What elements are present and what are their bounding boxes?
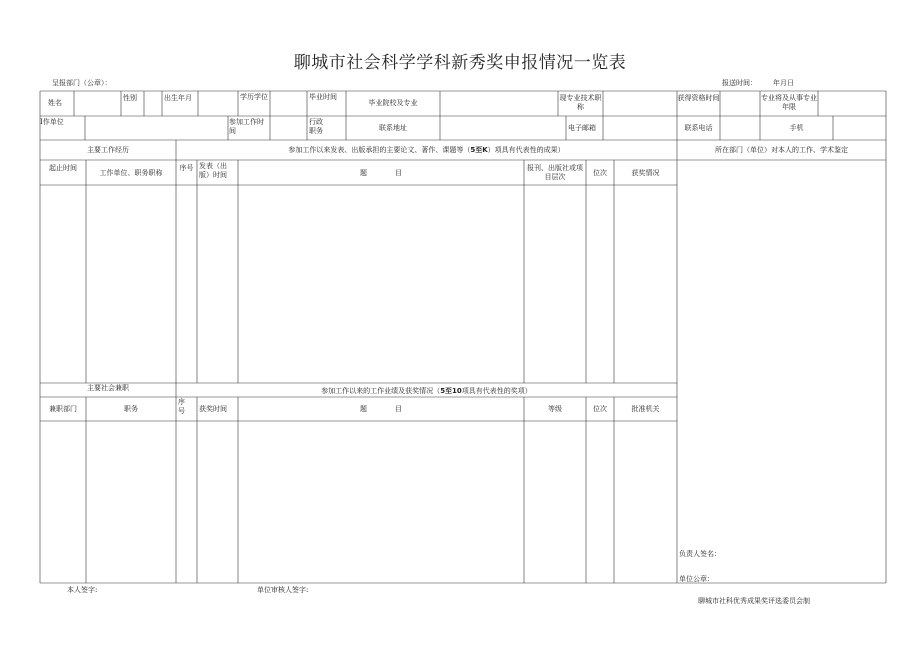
education-label: 学历学位 bbox=[240, 93, 268, 101]
awards-seq-header: 序号 bbox=[178, 398, 185, 415]
unit-post-header: 工作单位、职务职称 bbox=[99, 169, 163, 177]
submitting-unit-label: 呈报部门（公章）： bbox=[52, 79, 112, 87]
gender-label: 性别 bbox=[123, 94, 137, 102]
awards-header-pre: 参加工作以来的工作业绩及获奖情况（ bbox=[321, 387, 441, 395]
issuer-label: 聊城市社科优秀成果奖评选委员会制 bbox=[698, 597, 810, 605]
mobile-label: 手机 bbox=[789, 124, 804, 132]
name-label: 姓名 bbox=[48, 99, 62, 107]
dept-header: 兼职部门 bbox=[49, 405, 77, 413]
reviewer-sign-label: 单位审核人签字: bbox=[257, 586, 309, 594]
submit-date-value: 年月日 bbox=[773, 79, 794, 87]
birth-label: 出生年月 bbox=[164, 94, 192, 102]
award-time-header: 获奖时间 bbox=[199, 405, 227, 413]
papers-awards-header: 获奖情况 bbox=[631, 169, 660, 177]
level-header: 等级 bbox=[548, 405, 562, 413]
form-title: 聊城市社会科学学科新秀奖申报情况一览表 bbox=[293, 53, 627, 73]
unit-stamp-label: 单位公章： bbox=[679, 575, 714, 583]
awards-topic-header: 题 目 bbox=[360, 405, 402, 413]
awards-header-post: 项具有代表性的奖项） bbox=[461, 387, 532, 395]
social-header: 主要社会兼职 bbox=[87, 384, 129, 392]
papers-header bbox=[176, 146, 677, 155]
awards-section-header bbox=[176, 387, 677, 396]
papers-header-post: ）项具有代表性的成果） bbox=[487, 146, 565, 154]
self-sign-label: 本人签字: bbox=[67, 586, 98, 594]
email-label: 电子邮箱 bbox=[568, 124, 596, 132]
dept-eval-header: 所在部门（单位）对本人的工作、学术鉴定 bbox=[715, 146, 848, 154]
post-header: 职务 bbox=[124, 405, 138, 413]
approver-header: 批准机关 bbox=[631, 405, 660, 413]
grad-time-label: 毕业时间 bbox=[309, 93, 337, 101]
papers-seq-header: 序号 bbox=[179, 164, 194, 172]
phone-label: 联系电话 bbox=[684, 124, 713, 132]
publisher-header: 报刊、出版社或项目层次 bbox=[527, 164, 583, 181]
awards-rank-header: 位次 bbox=[593, 405, 607, 413]
start-time-header: 起止时间 bbox=[49, 164, 77, 172]
leader-sign-label: 负责人签名： bbox=[679, 550, 721, 558]
papers-header-pre: 参加工作以来发表、出版承担的主要论文、著作、课题等（ bbox=[288, 146, 471, 154]
grad-school-label: 毕业院校及专业 bbox=[368, 99, 418, 107]
tech-title-label: 现专业技术职称 bbox=[559, 94, 602, 111]
admin-post-label: 行政职务 bbox=[309, 118, 323, 135]
papers-rank-header: 位次 bbox=[593, 169, 607, 177]
papers-count: 5至K bbox=[470, 146, 488, 154]
papers-topic-header: 题 目 bbox=[360, 169, 402, 177]
awards-count: 5至10 bbox=[440, 387, 462, 395]
address-label: 联系地址 bbox=[379, 124, 407, 132]
work-unit-label: I作单位 bbox=[40, 118, 64, 126]
submit-date-label: 报送时间： bbox=[722, 79, 757, 87]
join-time-label: 参加工作时间 bbox=[229, 118, 264, 135]
pub-time-header: 发表（出版）时间 bbox=[199, 162, 227, 179]
career-header: 主要工作经历 bbox=[87, 146, 129, 154]
qualify-time-label: 获得资格时间 bbox=[677, 94, 720, 102]
specialty-years-label: 专业将及从事专业年限 bbox=[761, 94, 817, 111]
